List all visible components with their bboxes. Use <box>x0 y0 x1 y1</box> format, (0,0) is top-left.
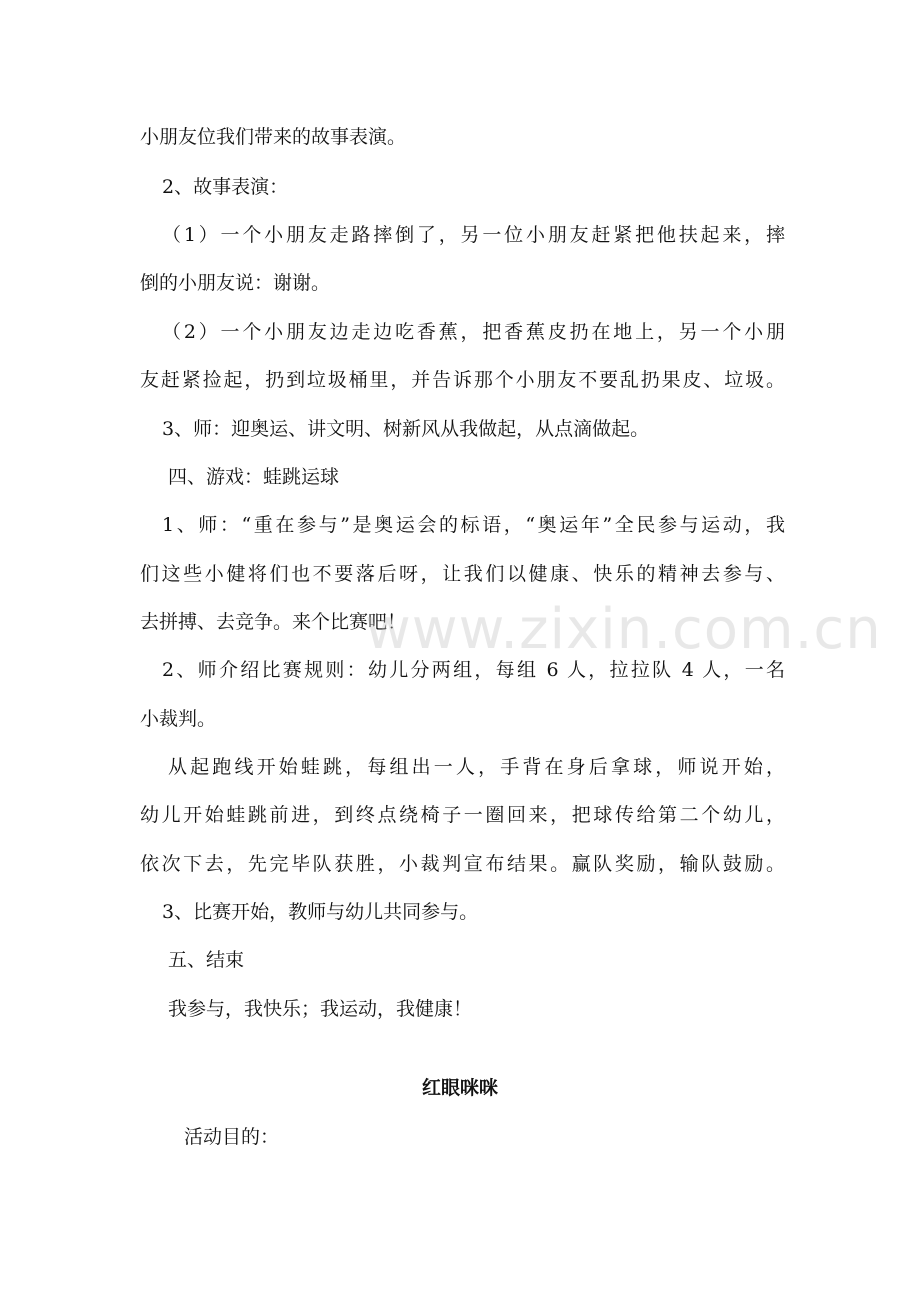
paragraph-line: 幼儿开始蛙跳前进，到终点绕椅子一圈回来，把球传给第二个幼儿， <box>140 804 785 826</box>
paragraph-line: 3、比赛开始，教师与幼儿共同参与。 <box>162 901 479 923</box>
paragraph-line: （1）一个小朋友走路摔倒了，另一位小朋友赶紧把他扶起来，摔 <box>162 224 785 246</box>
paragraph-line: 小裁判。 <box>140 708 217 730</box>
paragraph-line: 从起跑线开始蛙跳，每组出一人，手背在身后拿球，师说开始， <box>168 756 785 778</box>
paragraph-line: 3、师：迎奥运、讲文明、树新风从我做起，从点滴做起。 <box>162 418 650 440</box>
watermark: www.zixin.com.cn <box>365 597 882 662</box>
section-heading: 五、结束 <box>168 949 245 971</box>
paragraph-line: 2、师介绍比赛规则：幼儿分两组，每组 6 人，拉拉队 4 人，一名 <box>162 659 785 681</box>
paragraph-line: 倒的小朋友说：谢谢。 <box>140 272 331 294</box>
section-title: 红眼咪咪 <box>421 1077 498 1099</box>
paragraph-line: 依次下去，先完毕队获胜，小裁判宣布结果。赢队奖励，输队鼓励。 <box>140 853 785 875</box>
paragraph-line: （2）一个小朋友边走边吃香蕉，把香蕉皮扔在地上，另一个小朋 <box>162 321 785 343</box>
paragraph-line: 我参与，我快乐；我运动，我健康！ <box>168 998 473 1020</box>
paragraph-line: 友赶紧捡起，扔到垃圾桶里，并告诉那个小朋友不要乱扔果皮、垃圾。 <box>140 369 785 391</box>
paragraph-line: 小朋友位我们带来的故事表演。 <box>140 126 407 148</box>
paragraph-line: 们这些小健将们也不要落后呀，让我们以健康、快乐的精神去参与、 <box>140 563 785 585</box>
paragraph-line: 去拼搏、去竞争。来个比赛吧！ <box>140 611 407 633</box>
paragraph-line: 2、故事表演： <box>162 176 289 198</box>
section-subtitle: 活动目的： <box>184 1126 280 1148</box>
section-heading: 四、游戏：蛙跳运球 <box>168 466 340 488</box>
paragraph-line: 1、师：“重在参与”是奥运会的标语，“奥运年”全民参与运动，我 <box>162 514 785 536</box>
